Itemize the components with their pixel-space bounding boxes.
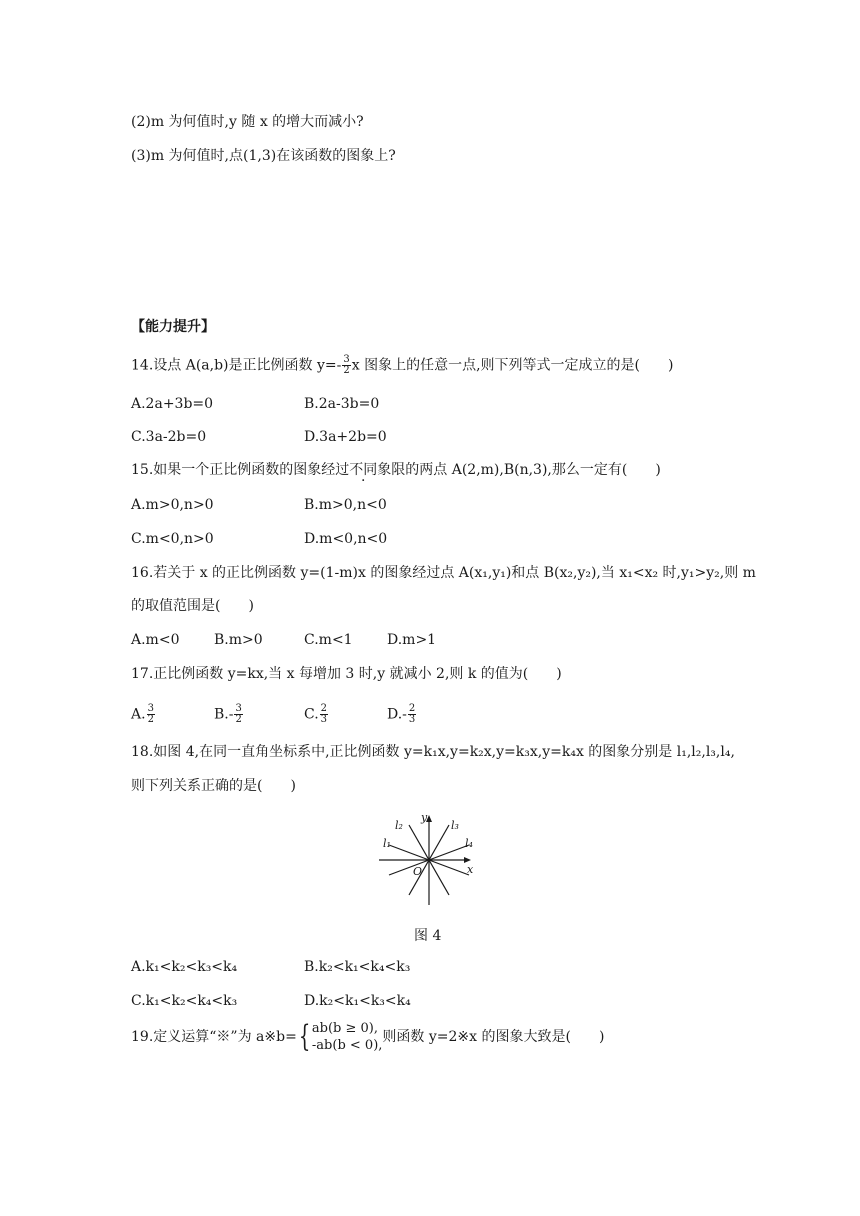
q14-option-d: D.3a+2b=0 xyxy=(304,429,387,445)
q17-b-num: 3 xyxy=(235,703,242,714)
q17-d-fraction xyxy=(408,704,416,725)
q18-stem-line1: 18.如图 4,在同一直角坐标系中,正比例函数 y=k₁x,y=k₂x,y=k₃x,y=k₄x 的图象分别是 l₁,l₂,l₃,l₄, xyxy=(131,744,735,760)
q18-figure xyxy=(375,805,485,910)
q19-case1: ab(b ≥ 0), xyxy=(311,1021,379,1036)
q19-stem-a: 19.定义运算“※”为 a※b= xyxy=(131,1029,297,1045)
q14-stem-b: A(a,b) xyxy=(185,357,229,374)
q19-cases xyxy=(312,1020,383,1054)
label-y: y xyxy=(421,811,428,824)
q17-c-label: C. xyxy=(304,706,319,723)
section-title: 【能力提升】 xyxy=(131,319,215,335)
q17-c-den: 3 xyxy=(320,714,328,725)
q14-frac-den: 2 xyxy=(343,365,350,376)
q15-stem xyxy=(131,460,661,480)
q16-option-b: B.m>0 xyxy=(214,632,263,648)
q17-c-num: 2 xyxy=(320,703,328,714)
q19-case2: -ab(b < 0), xyxy=(311,1038,383,1053)
q18-option-b: B.k₂<k₁<k₄<k₃ xyxy=(304,959,411,975)
q19-brace: { xyxy=(298,1019,311,1054)
q14-stem-c: 是正比例函数 y=- xyxy=(228,357,342,374)
q17-d-label: D.- xyxy=(387,706,407,723)
q14-option-c: C.3a-2b=0 xyxy=(131,429,207,445)
q17-b-fraction xyxy=(234,704,242,725)
q17-a-den: 2 xyxy=(147,714,154,725)
q17-stem: 17.正比例函数 y=kx,当 x 每增加 3 时,y 就减小 2,则 k 的值为( ) xyxy=(131,666,562,682)
q16-stem-line2: 的取值范围是( ) xyxy=(131,598,254,614)
q13-part2: (2)m 为何值时,y 随 x 的增大而减小? xyxy=(131,114,364,130)
label-l4: l₄ xyxy=(465,837,473,850)
q17-d-num: 2 xyxy=(408,703,416,714)
q19-stem xyxy=(131,1020,604,1054)
q18-option-c: C.k₁<k₂<k₄<k₃ xyxy=(131,993,238,1009)
q17-option-c xyxy=(304,704,329,725)
q17-b-label: B.- xyxy=(214,706,234,723)
q17-option-a xyxy=(131,704,156,725)
label-l3: l₃ xyxy=(451,819,459,832)
q17-a-label: A. xyxy=(131,706,146,723)
label-l1: l₁ xyxy=(383,837,391,850)
q16-option-c: C.m<1 xyxy=(304,632,353,648)
q17-a-num: 3 xyxy=(147,703,154,714)
q14-frac-num: 3 xyxy=(343,354,350,365)
q18-option-d: D.k₂<k₁<k₃<k₄ xyxy=(304,993,411,1009)
q18-figure-caption: 图 4 xyxy=(414,928,442,944)
q15-option-d: D.m<0,n<0 xyxy=(304,531,388,547)
q14-stem-a: 14.设点 xyxy=(131,357,186,374)
q17-d-den: 3 xyxy=(408,714,416,725)
q17-option-b xyxy=(214,704,244,725)
q17-a-fraction xyxy=(147,704,155,725)
q13-part3: (3)m 为何值时,点(1,3)在该函数的图象上? xyxy=(131,148,396,164)
label-x: x xyxy=(467,863,474,876)
q14-stem xyxy=(131,355,673,376)
q17-c-fraction xyxy=(320,704,328,725)
q16-option-d: D.m>1 xyxy=(387,632,437,648)
q14-option-b: B.2a-3b=0 xyxy=(304,396,380,412)
q15-dotted-text: 不同 xyxy=(349,462,378,478)
q15-stem-b: 象限的两点 A(2,m),B(n,3),那么一定有( ) xyxy=(377,462,661,478)
q16-stem-line1: 16.若关于 x 的正比例函数 y=(1-m)x 的图象经过点 A(x₁,y₁)和点 B(x₂,y₂),当 x₁<x₂ 时,y₁>y₂,则 m xyxy=(131,565,756,581)
q17-option-d xyxy=(387,704,417,725)
q17-b-den: 2 xyxy=(235,714,242,725)
q14-option-a: A.2a+3b=0 xyxy=(131,396,214,412)
q15-option-c: C.m<0,n>0 xyxy=(131,531,214,547)
q19-stem-b: 则函数 y=2※x 的图象大致是( ) xyxy=(382,1029,605,1045)
q18-option-a: A.k₁<k₂<k₃<k₄ xyxy=(131,959,238,975)
label-l2: l₂ xyxy=(395,819,403,832)
q15-stem-a: 15.如果一个正比例函数的图象经过 xyxy=(131,462,350,478)
q14-stem-d: x 图象上的任意一点,则下列等式一定成立的是( ) xyxy=(351,357,674,374)
q18-stem-line2: 则下列关系正确的是( ) xyxy=(131,778,296,794)
q15-option-a: A.m>0,n>0 xyxy=(131,497,214,513)
label-o: O xyxy=(413,865,423,878)
q14-fraction xyxy=(342,355,350,376)
q16-option-a: A.m<0 xyxy=(131,632,180,648)
q15-option-b: B.m>0,n<0 xyxy=(304,497,387,513)
